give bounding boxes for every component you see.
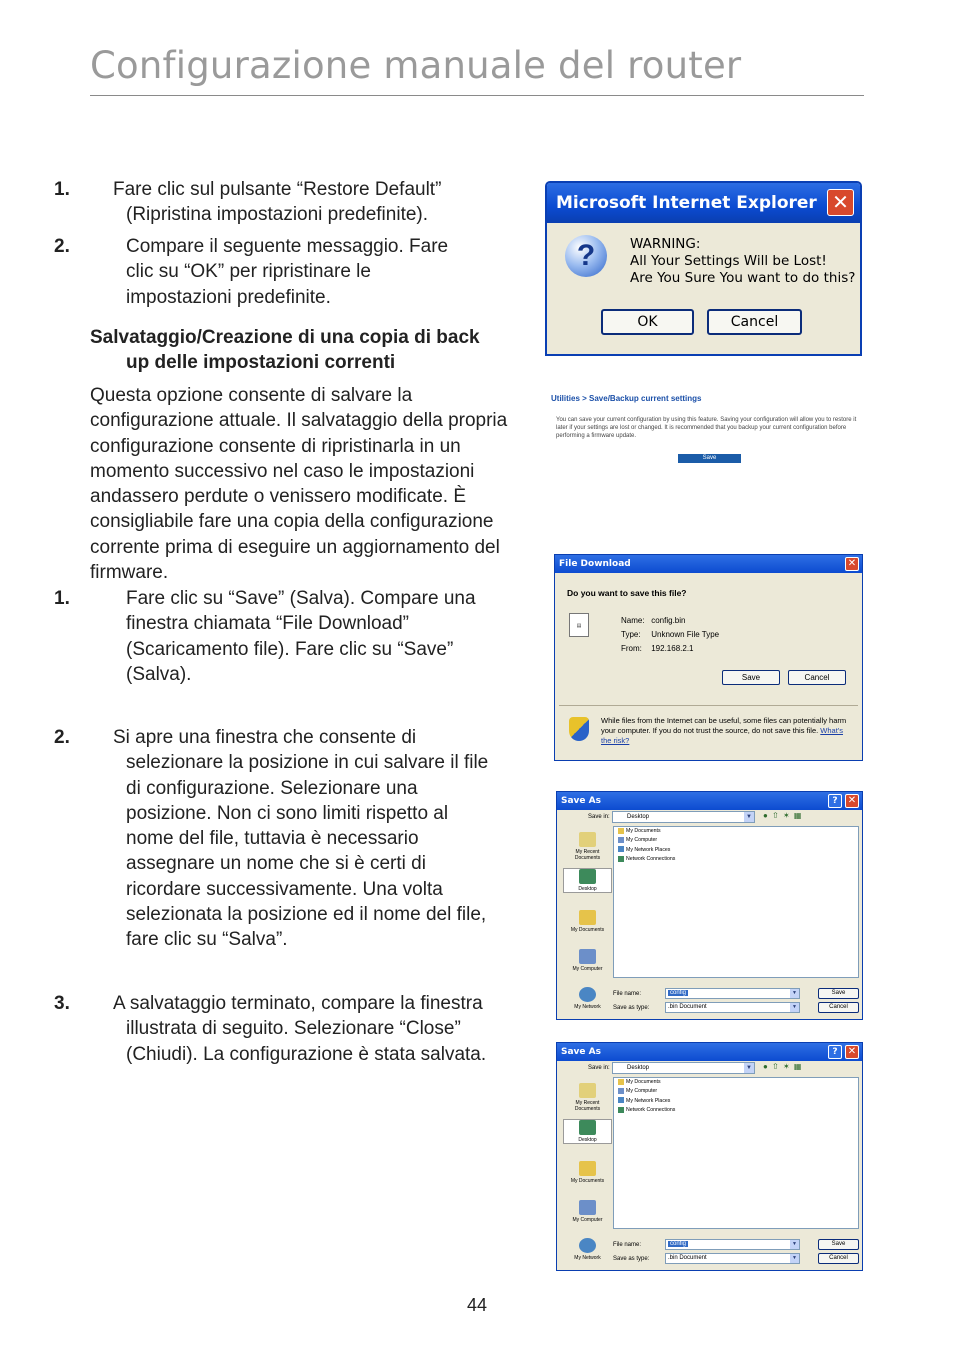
step-number: 1. bbox=[54, 588, 70, 609]
file-list[interactable] bbox=[613, 1077, 859, 1229]
step-number: 3. bbox=[54, 993, 70, 1014]
close-icon[interactable]: ✕ bbox=[845, 1045, 859, 1059]
network-icon bbox=[579, 987, 596, 1002]
toolbar-icons[interactable]: ● ⇧ ✶ ▦ bbox=[763, 1062, 803, 1071]
page-title: Configurazione manuale del router bbox=[90, 44, 742, 87]
close-icon[interactable]: ✕ bbox=[827, 189, 854, 216]
risk-link[interactable]: What's the risk? bbox=[601, 726, 843, 745]
place-recent[interactable]: My Recent Documents bbox=[563, 832, 612, 861]
close-icon[interactable]: ✕ bbox=[845, 557, 859, 571]
list-item[interactable]: My Network Places bbox=[614, 1097, 858, 1106]
place-documents[interactable]: My Documents bbox=[563, 1161, 612, 1184]
save-type-select[interactable]: .bin Document ▼ bbox=[665, 1002, 800, 1013]
save-in-label: Save in: bbox=[588, 814, 610, 820]
shield-icon bbox=[569, 717, 589, 741]
dialog-title-bar bbox=[557, 1043, 862, 1061]
ie-warning-dialog bbox=[545, 181, 862, 356]
list-item[interactable]: Network Connections bbox=[614, 855, 858, 864]
dialog-title-bar bbox=[557, 792, 862, 810]
toolbar-icons[interactable]: ● ⇧ ✶ ▦ bbox=[763, 811, 803, 820]
network-icon bbox=[579, 1238, 596, 1253]
cancel-button[interactable]: Cancel bbox=[818, 1253, 859, 1264]
chevron-down-icon: ▼ bbox=[744, 1063, 754, 1073]
computer-icon bbox=[579, 949, 596, 964]
step-restore-1 bbox=[54, 177, 490, 228]
places-bar bbox=[563, 828, 612, 1011]
chevron-down-icon: ▼ bbox=[790, 1240, 799, 1249]
cancel-button[interactable]: Cancel bbox=[707, 309, 802, 335]
place-desktop[interactable]: Desktop bbox=[563, 1119, 612, 1144]
step-number: 1. bbox=[54, 179, 70, 200]
places-bar bbox=[563, 1079, 612, 1262]
dialog-title-bar bbox=[547, 183, 860, 223]
dialog-title: Save As bbox=[561, 1047, 601, 1057]
cancel-button[interactable]: Cancel bbox=[788, 670, 846, 685]
breadcrumb: Utilities > Save/Backup current settings bbox=[551, 394, 702, 403]
step-text: A salvataggio terminato, compare la finestra illustrata di seguito. Selezionare “Close” (Chiudi). La configurazione è stata salvata. bbox=[113, 993, 487, 1065]
warning-line-1: All Your Settings Will be Lost! bbox=[630, 253, 827, 269]
ok-button[interactable]: OK bbox=[601, 309, 694, 335]
save-type-label: Save as type: bbox=[613, 1256, 650, 1262]
save-button[interactable]: Save bbox=[818, 988, 859, 999]
file-download-dialog bbox=[554, 554, 863, 761]
step-text: Compare il seguente messaggio. Fare clic su “OK” per ripristinare le impostazioni predefinite. bbox=[126, 236, 449, 308]
place-documents[interactable]: My Documents bbox=[563, 910, 612, 933]
step-number: 2. bbox=[54, 727, 70, 748]
place-desktop[interactable]: Desktop bbox=[563, 868, 612, 893]
section-intro: Questa opzione consente di salvare la configurazione attuale. Il salvataggio della propria configurazione consente di ripristinarla in un momento successivo nel caso le impostazioni andassero perdute o venissero modificate. È consigliabile fare una copia della configurazione corrente prima di eseguire un aggiornamento del firmware. bbox=[90, 385, 508, 584]
file-name-input[interactable]: config ▼ bbox=[665, 988, 800, 999]
list-item[interactable]: My Network Places bbox=[614, 846, 858, 855]
step-backup-3 bbox=[54, 991, 502, 1067]
warning-line-2: Are You Sure You want to do this? bbox=[630, 270, 856, 286]
step-backup-2 bbox=[54, 725, 496, 953]
type-label: Type: bbox=[621, 630, 641, 639]
recent-documents-icon bbox=[579, 1083, 596, 1098]
warning-text: While files from the Internet can be useful, some files can potentially harm your computer. If you do not trust the source, do not save this file. bbox=[601, 716, 847, 735]
security-warning bbox=[601, 716, 851, 746]
list-item[interactable]: Network Connections bbox=[614, 1106, 858, 1115]
step-text: Fare clic sul pulsante “Restore Default” (Ripristina impostazioni predefinite). bbox=[113, 179, 442, 226]
save-settings-button[interactable]: Save bbox=[678, 454, 741, 463]
page-number: 44 bbox=[466, 1295, 488, 1315]
help-icon[interactable]: ? bbox=[828, 1045, 842, 1059]
file-info bbox=[621, 614, 719, 656]
location-dropdown[interactable]: Desktop ▼ bbox=[612, 1062, 755, 1074]
place-network[interactable]: My Network bbox=[563, 1238, 612, 1261]
place-computer[interactable]: My Computer bbox=[563, 949, 612, 972]
computer-icon bbox=[579, 1200, 596, 1215]
save-as-dialog bbox=[556, 791, 863, 1020]
question-icon: ? bbox=[565, 235, 607, 277]
step-restore-2 bbox=[54, 234, 470, 310]
title-divider bbox=[90, 95, 864, 96]
file-name-label: File name: bbox=[613, 1242, 642, 1248]
place-computer[interactable]: My Computer bbox=[563, 1200, 612, 1223]
dialog-message bbox=[630, 236, 855, 287]
download-question: Do you want to save this file? bbox=[567, 588, 687, 598]
save-type-label: Save as type: bbox=[613, 1005, 650, 1011]
divider bbox=[559, 705, 858, 706]
save-type-select[interactable]: .bin Document ▼ bbox=[665, 1253, 800, 1264]
list-item[interactable]: My Documents bbox=[614, 1078, 858, 1087]
file-icon: ▤ bbox=[569, 613, 589, 637]
close-icon[interactable]: ✕ bbox=[845, 794, 859, 808]
file-type: Unknown File Type bbox=[651, 630, 720, 639]
name-label: Name: bbox=[621, 616, 645, 625]
chevron-down-icon: ▼ bbox=[790, 989, 799, 998]
documents-icon bbox=[579, 1161, 596, 1176]
list-item[interactable]: My Documents bbox=[614, 827, 858, 836]
save-in-label: Save in: bbox=[588, 1065, 610, 1071]
save-button[interactable]: Save bbox=[722, 670, 780, 685]
chevron-down-icon: ▼ bbox=[790, 1003, 799, 1012]
dialog-title: File Download bbox=[559, 559, 631, 569]
location-dropdown[interactable]: Desktop ▼ bbox=[612, 811, 755, 823]
step-backup-1 bbox=[54, 586, 498, 687]
place-recent[interactable]: My Recent Documents bbox=[563, 1083, 612, 1112]
save-button[interactable]: Save bbox=[818, 1239, 859, 1250]
list-item[interactable]: My Computer bbox=[614, 836, 858, 845]
cancel-button[interactable]: Cancel bbox=[818, 1002, 859, 1013]
dialog-title: Microsoft Internet Explorer bbox=[556, 193, 817, 213]
file-source: 192.168.2.1 bbox=[651, 644, 694, 653]
step-text: Si apre una finestra che consente di selezionare la posizione in cui salvare il file di configurazione. Selezionare una posizione. Non ci sono limiti rispetto al nome del file, tuttavia è necessario assegnare un nome che si è certi di ricordare successivamente. Una volta selezionata la posizione ed il nome del file, fare clic su “Salva”. bbox=[113, 727, 489, 951]
help-icon[interactable]: ? bbox=[828, 794, 842, 808]
utilities-description: You can save your current configuration by using this feature. Saving your configuration will allow you to restore it later if your settings are lost or changed. It is recommended that you backup your current configuration before performing a firmware update. bbox=[556, 417, 857, 439]
documents-icon bbox=[579, 910, 596, 925]
file-name-input[interactable]: config ▼ bbox=[665, 1239, 800, 1250]
from-label: From: bbox=[621, 644, 642, 653]
desktop-icon bbox=[579, 869, 596, 884]
save-as-dialog bbox=[556, 1042, 863, 1271]
file-name-label: File name: bbox=[613, 991, 642, 997]
section-heading: Salvataggio/Creazione di una copia di back up delle impostazioni correnti bbox=[90, 327, 480, 374]
desktop-icon bbox=[579, 1120, 596, 1135]
chevron-down-icon: ▼ bbox=[790, 1254, 799, 1263]
list-item[interactable]: My Computer bbox=[614, 1087, 858, 1096]
recent-documents-icon bbox=[579, 832, 596, 847]
dialog-title: Save As bbox=[561, 796, 601, 806]
step-number: 2. bbox=[54, 236, 70, 257]
file-list[interactable] bbox=[613, 826, 859, 978]
dialog-title-bar bbox=[555, 555, 862, 573]
file-name: config.bin bbox=[651, 616, 686, 625]
place-network[interactable]: My Network bbox=[563, 987, 612, 1010]
warning-label: WARNING: bbox=[630, 236, 701, 252]
chevron-down-icon: ▼ bbox=[744, 812, 754, 822]
step-text: Fare clic su “Save” (Salva). Compare una finestra chiamata “File Download” (Scaricamento file). Fare clic su “Save” (Salva). bbox=[126, 588, 476, 685]
